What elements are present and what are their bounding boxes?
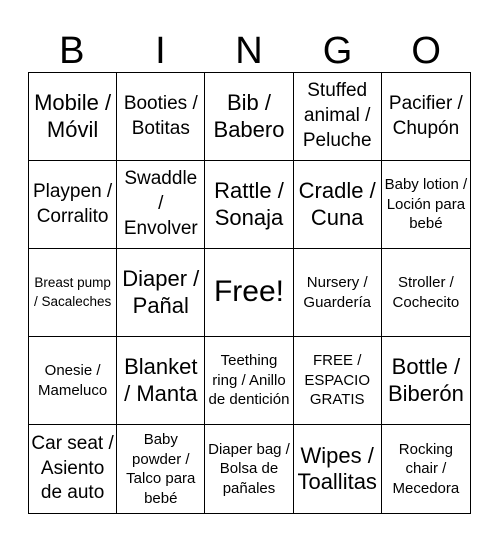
bingo-cell[interactable]: Mobile / Móvil bbox=[29, 73, 117, 161]
header-letter-n: N bbox=[235, 30, 264, 72]
bingo-cell[interactable]: Rattle / Sonaja bbox=[205, 161, 293, 249]
bingo-cell[interactable]: Cradle / Cuna bbox=[294, 161, 382, 249]
bingo-cell[interactable]: Nursery / Guardería bbox=[294, 249, 382, 337]
header-letter-i: I bbox=[155, 30, 167, 72]
header-letter-b: B bbox=[59, 30, 86, 72]
bingo-cell[interactable]: Swaddle / Envolver bbox=[117, 161, 205, 249]
bingo-cell[interactable]: Teething ring / Anillo de dentición bbox=[205, 337, 293, 425]
bingo-cell[interactable]: Onesie / Mameluco bbox=[29, 337, 117, 425]
bingo-grid bbox=[28, 72, 471, 514]
bingo-cell[interactable]: Baby lotion / Loción para bebé bbox=[382, 161, 470, 249]
header-letter-o: O bbox=[411, 30, 442, 72]
bingo-cell[interactable]: Diaper / Pañal bbox=[117, 249, 205, 337]
bingo-cell[interactable]: Diaper bag / Bolsa de pañales bbox=[205, 425, 293, 513]
bingo-cell[interactable]: Pacifier / Chupón bbox=[382, 73, 470, 161]
bingo-cell[interactable]: FREE / ESPACIO GRATIS bbox=[294, 337, 382, 425]
bingo-cell[interactable]: Breast pump / Sacaleches bbox=[29, 249, 117, 337]
bingo-header bbox=[28, 30, 472, 72]
bingo-cell[interactable]: Baby powder / Talco para bebé bbox=[117, 425, 205, 513]
bingo-cell[interactable]: Wipes / Toallitas bbox=[294, 425, 382, 513]
bingo-cell[interactable]: Bib / Babero bbox=[205, 73, 293, 161]
bingo-cell[interactable]: Car seat / Asiento de auto bbox=[29, 425, 117, 513]
bingo-cell[interactable]: Blanket / Manta bbox=[117, 337, 205, 425]
header-letter-g: G bbox=[322, 30, 354, 72]
bingo-cell[interactable]: Playpen / Corralito bbox=[29, 161, 117, 249]
bingo-cell[interactable]: Stuffed animal / Peluche bbox=[294, 73, 382, 161]
free-space-cell[interactable]: Free! bbox=[205, 249, 293, 337]
bingo-cell[interactable]: Booties / Botitas bbox=[117, 73, 205, 161]
bingo-cell[interactable]: Rocking chair / Mecedora bbox=[392, 440, 460, 497]
bingo-cell[interactable]: Bottle / Biberón bbox=[382, 337, 470, 425]
bingo-cell[interactable]: Stroller / Cochecito bbox=[382, 249, 470, 337]
